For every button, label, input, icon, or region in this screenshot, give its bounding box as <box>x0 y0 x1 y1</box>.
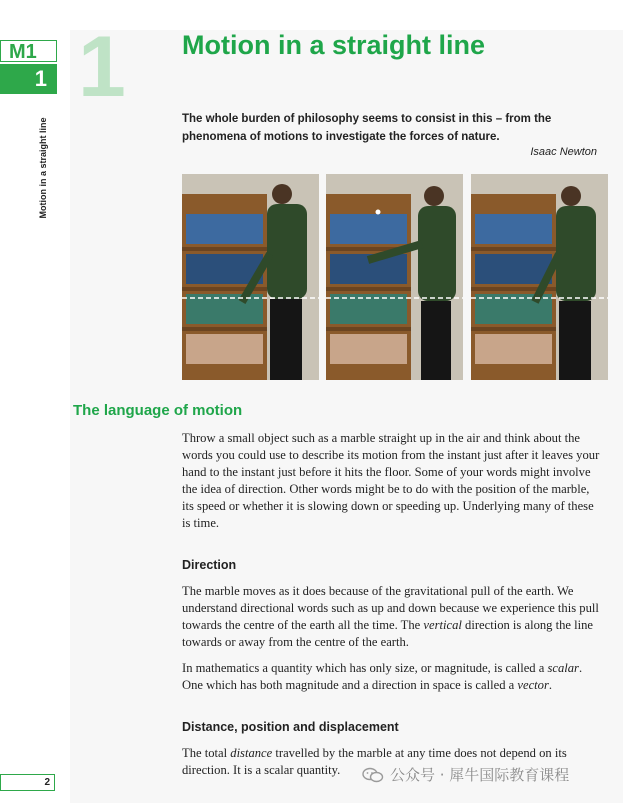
distance-heading: Distance, position and displacement <box>182 720 399 734</box>
side-running-header <box>36 108 50 228</box>
direction-p1-part1: The marble moves as it does because of the gravitational pull of the earth. We understand directional words such as up and down because we experience this pull towards the centre of the earth all the time. The <box>182 584 599 632</box>
epigraph-quote: The whole burden of philosophy seems to consist in this – from the phenomena of motions to investigate the forces of nature. <box>182 113 552 143</box>
distance-em: distance <box>230 746 273 760</box>
direction-p1-part2: direction is along the line towards or away from the centre of the earth. <box>182 618 594 649</box>
wechat-icon <box>362 767 384 783</box>
page-title: Motion in a straight line <box>182 30 485 60</box>
distance-part2: travelled by the marble at any time does not depend on its direction. It is a scalar quantity. <box>182 746 567 777</box>
direction-p2-part1: In mathematics a quantity which has only size, or magnitude, is called a <box>182 661 548 675</box>
page-number: 2 <box>0 774 55 791</box>
epigraph-author: Isaac Newton <box>530 146 597 158</box>
watermark-text: 公众号 · 犀牛国际教育课程 <box>390 766 570 784</box>
direction-p1-em: vertical <box>423 618 462 632</box>
module-tab: M1 <box>0 40 57 62</box>
chapter-number: 1 <box>78 19 126 115</box>
direction-p2-part3: . <box>548 678 553 692</box>
direction-paragraph-2 <box>182 660 602 694</box>
intro-paragraph: Throw a small object such as a marble straight up in the air and think about the words you could use to describe its motion from the instant just after it leaves your hand to the instant just before it hits the floor. Some of your words might involve the idea of direction. Other words might be to do with the position of the marble, its speed or whether it is slowing down or speeding up. Underlying many of these is time. <box>182 431 600 530</box>
direction-p2-em1: scalar <box>547 661 579 675</box>
direction-heading: Direction <box>182 558 237 572</box>
section-heading: The language of motion <box>73 402 243 419</box>
side-running-header-text: Motion in a straight line <box>38 117 48 219</box>
direction-p2-em2: vector <box>517 678 549 692</box>
direction-p2-part2: . One which has both magnitude and a direction in space is called a <box>182 661 583 692</box>
photo-hand-low-again <box>471 174 608 380</box>
chapter-tab: 1 <box>0 64 57 94</box>
watermark <box>362 764 569 785</box>
photo-hand-high <box>326 174 463 380</box>
distance-part1: The total <box>182 746 231 760</box>
direction-paragraph-1 <box>182 583 602 651</box>
photo-hand-low <box>182 174 319 380</box>
